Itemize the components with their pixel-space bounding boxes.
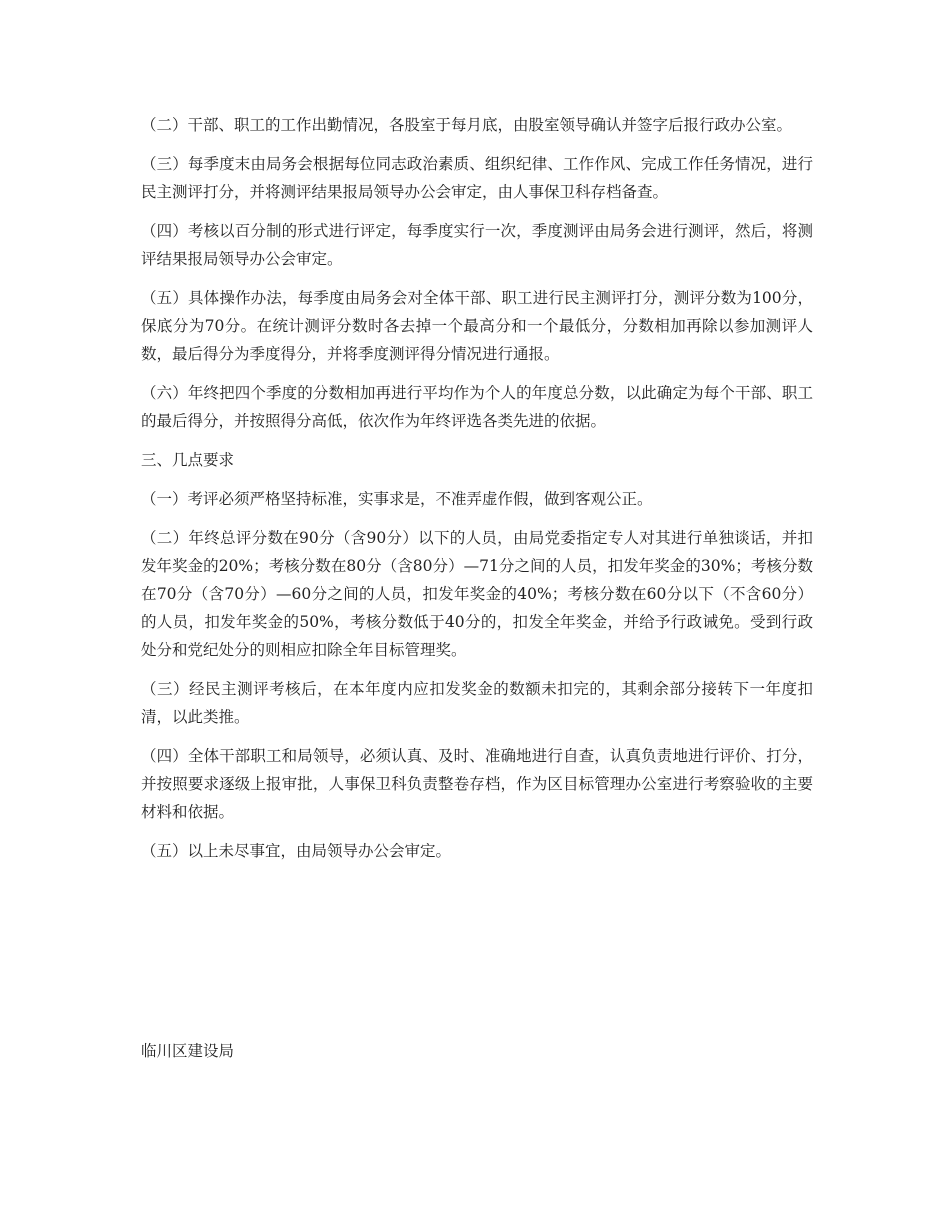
requirement-item-4: （四）全体干部职工和局领导，必须认真、及时、准确地进行自查，认真负责地进行评价、打分，并按照要求逐级上报审批，人事保卫科负责整卷存档，作为区目标管理办公室进行考察验收的主要材料和依据。	[141, 747, 813, 821]
paragraph-item-3: （三）每季度末由局务会根据每位同志政治素质、组织纪律、工作作风、完成工作任务情况，进行民主测评打分，并将测评结果报局领导办公会审定，由人事保卫科存档备查。	[141, 155, 813, 201]
requirement-item-5: （五）以上未尽事宜，由局领导办公会审定。	[141, 842, 452, 860]
paragraph-item-2: （二）干部、职工的工作出勤情况，各股室于每月底，由股室领导确认并签字后报行政办公室。	[141, 116, 793, 134]
requirement-item-3: （三）经民主测评考核后，在本年度内应扣发奖金的数额未扣完的，其剩余部分接转下一年度扣清，以此类推。	[141, 680, 813, 726]
paragraph-item-4: （四）考核以百分制的形式进行评定，每季度实行一次，季度测评由局务会进行测评，然后，将测评结果报局领导办公会审定。	[141, 222, 813, 268]
section-heading-requirements: 三、几点要求	[141, 451, 235, 469]
requirement-item-2: （二）年终总评分数在90分（含90分）以下的人员，由局党委指定专人对其进行单独谈话，并扣发年奖金的20%；考核分数在80分（含80分）—71分之间的人员，扣发年奖金的30%；考核分数在70分（含70分）—60分之间的人员，扣发年奖金的40%；考核分数在60分以下（不含60分）的人员，扣发年奖金的50%，考核分数低于40分的，扣发全年奖金，并给予行政诫免。受到行政处分和党纪处分的则相应扣除全年目标管理奖。	[141, 529, 813, 659]
document-body	[141, 111, 813, 876]
paragraph-item-5: （五）具体操作办法，每季度由局务会对全体干部、职工进行民主测评打分，测评分数为100分，保底分为70分。在统计测评分数时各去掉一个最高分和一个最低分，分数相加再除以参加测评人数，最后得分为季度得分，并将季度测评得分情况进行通报。	[141, 289, 813, 363]
requirement-item-1: （一）考评必须严格坚持标准，实事求是，不准弄虚作假，做到客观公正。	[141, 490, 653, 508]
paragraph-item-6: （六）年终把四个季度的分数相加再进行平均作为个人的年度总分数，以此确定为每个干部、职工的最后得分，并按照得分高低，依次作为年终评选各类先进的依据。	[141, 384, 813, 430]
signature-organization: 临川区建设局	[141, 1042, 235, 1060]
